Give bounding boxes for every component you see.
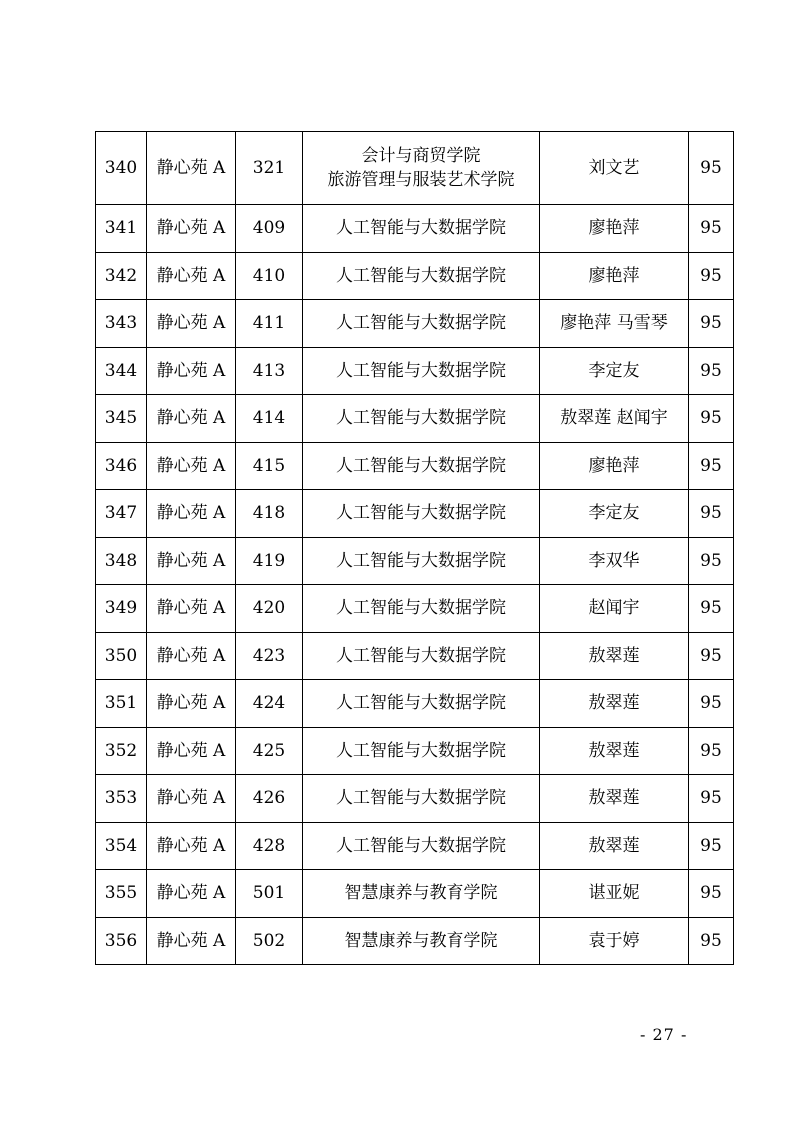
teacher-cell: 敖翠莲 — [540, 727, 689, 775]
score-cell: 95 — [689, 822, 734, 870]
room-cell: 415 — [236, 442, 303, 490]
college-cell — [303, 632, 540, 680]
room-cell: 413 — [236, 347, 303, 395]
teacher-cell: 廖艳萍 — [540, 252, 689, 300]
college-name: 旅游管理与服装艺术学院 — [327, 170, 515, 190]
room-cell: 418 — [236, 490, 303, 538]
building-cell: 静心苑 A — [147, 490, 236, 538]
table-row — [96, 680, 734, 728]
table-row — [96, 300, 734, 348]
teacher-cell: 敖翠莲 赵闻宇 — [540, 395, 689, 443]
college-name: 会计与商贸学院 — [361, 146, 481, 166]
college-name: 人工智能与大数据学院 — [336, 788, 506, 809]
score-cell: 95 — [689, 917, 734, 965]
teacher-cell: 李双华 — [540, 537, 689, 585]
no-cell: 345 — [96, 395, 147, 443]
college-cell — [303, 132, 540, 205]
room-cell: 410 — [236, 252, 303, 300]
room-cell: 419 — [236, 537, 303, 585]
no-cell: 343 — [96, 300, 147, 348]
college-name: 人工智能与大数据学院 — [336, 313, 506, 334]
college-name: 人工智能与大数据学院 — [336, 645, 506, 666]
college-name: 人工智能与大数据学院 — [336, 598, 506, 619]
table-row — [96, 917, 734, 965]
score-cell: 95 — [689, 300, 734, 348]
college-cell — [303, 727, 540, 775]
college-cell — [303, 822, 540, 870]
score-cell: 95 — [689, 727, 734, 775]
teacher-cell: 廖艳萍 马雪琴 — [540, 300, 689, 348]
teacher-cell: 李定友 — [540, 347, 689, 395]
score-cell: 95 — [689, 205, 734, 253]
score-cell: 95 — [689, 347, 734, 395]
college-cell — [303, 585, 540, 633]
building-cell: 静心苑 A — [147, 442, 236, 490]
score-cell: 95 — [689, 775, 734, 823]
page-number: - 27 - — [640, 1025, 688, 1044]
no-cell: 349 — [96, 585, 147, 633]
college-cell — [303, 395, 540, 443]
college-cell — [303, 490, 540, 538]
score-cell: 95 — [689, 870, 734, 918]
building-cell: 静心苑 A — [147, 205, 236, 253]
table-row — [96, 822, 734, 870]
college-cell — [303, 205, 540, 253]
building-cell: 静心苑 A — [147, 585, 236, 633]
no-cell: 342 — [96, 252, 147, 300]
room-cell: 411 — [236, 300, 303, 348]
score-cell: 95 — [689, 585, 734, 633]
no-cell: 346 — [96, 442, 147, 490]
no-cell: 344 — [96, 347, 147, 395]
table-row — [96, 205, 734, 253]
teacher-cell: 敖翠莲 — [540, 632, 689, 680]
college-name: 人工智能与大数据学院 — [336, 408, 506, 429]
building-cell: 静心苑 A — [147, 252, 236, 300]
building-cell: 静心苑 A — [147, 727, 236, 775]
table-row — [96, 490, 734, 538]
room-cell: 423 — [236, 632, 303, 680]
college-name: 人工智能与大数据学院 — [336, 550, 506, 571]
teacher-cell: 敖翠莲 — [540, 775, 689, 823]
teacher-cell: 廖艳萍 — [540, 442, 689, 490]
table-row — [96, 252, 734, 300]
college-cell — [303, 537, 540, 585]
building-cell: 静心苑 A — [147, 632, 236, 680]
college-cell — [303, 870, 540, 918]
building-cell: 静心苑 A — [147, 537, 236, 585]
teacher-cell: 赵闻宇 — [540, 585, 689, 633]
teacher-cell: 袁于婷 — [540, 917, 689, 965]
teacher-cell: 敖翠莲 — [540, 822, 689, 870]
college-cell — [303, 775, 540, 823]
no-cell: 356 — [96, 917, 147, 965]
no-cell: 353 — [96, 775, 147, 823]
room-cell: 425 — [236, 727, 303, 775]
table-row — [96, 632, 734, 680]
no-cell: 340 — [96, 132, 147, 205]
score-cell: 95 — [689, 680, 734, 728]
table-row — [96, 870, 734, 918]
room-cell: 321 — [236, 132, 303, 205]
teacher-cell: 敖翠莲 — [540, 680, 689, 728]
no-cell: 348 — [96, 537, 147, 585]
room-cell: 428 — [236, 822, 303, 870]
college-name: 人工智能与大数据学院 — [336, 835, 506, 856]
score-cell: 95 — [689, 442, 734, 490]
teacher-cell: 廖艳萍 — [540, 205, 689, 253]
college-cell — [303, 442, 540, 490]
no-cell: 350 — [96, 632, 147, 680]
dormitory-score-table — [95, 131, 734, 965]
no-cell: 354 — [96, 822, 147, 870]
table-body — [96, 132, 734, 965]
building-cell: 静心苑 A — [147, 395, 236, 443]
score-cell: 95 — [689, 490, 734, 538]
college-cell — [303, 680, 540, 728]
teacher-cell: 刘文艺 — [540, 132, 689, 205]
no-cell: 355 — [96, 870, 147, 918]
room-cell: 409 — [236, 205, 303, 253]
college-name: 人工智能与大数据学院 — [336, 740, 506, 761]
no-cell: 347 — [96, 490, 147, 538]
college-name: 人工智能与大数据学院 — [336, 503, 506, 524]
building-cell: 静心苑 A — [147, 870, 236, 918]
table-row — [96, 132, 734, 205]
college-name: 人工智能与大数据学院 — [336, 218, 506, 239]
building-cell: 静心苑 A — [147, 347, 236, 395]
college-name: 智慧康养与教育学院 — [344, 883, 498, 904]
room-cell: 426 — [236, 775, 303, 823]
table-row — [96, 537, 734, 585]
college-name: 人工智能与大数据学院 — [336, 693, 506, 714]
score-cell: 95 — [689, 395, 734, 443]
score-cell: 95 — [689, 537, 734, 585]
college-name: 人工智能与大数据学院 — [336, 265, 506, 286]
room-cell: 420 — [236, 585, 303, 633]
table-row — [96, 585, 734, 633]
table-row — [96, 347, 734, 395]
college-name: 人工智能与大数据学院 — [336, 360, 506, 381]
room-cell: 424 — [236, 680, 303, 728]
table-row — [96, 395, 734, 443]
college-name: 智慧康养与教育学院 — [344, 930, 498, 951]
college-name: 人工智能与大数据学院 — [336, 455, 506, 476]
building-cell: 静心苑 A — [147, 917, 236, 965]
no-cell: 352 — [96, 727, 147, 775]
college-cell — [303, 917, 540, 965]
college-cell — [303, 347, 540, 395]
no-cell: 341 — [96, 205, 147, 253]
building-cell: 静心苑 A — [147, 680, 236, 728]
teacher-cell: 李定友 — [540, 490, 689, 538]
table-row — [96, 775, 734, 823]
table-row — [96, 442, 734, 490]
teacher-cell: 谌亚妮 — [540, 870, 689, 918]
building-cell: 静心苑 A — [147, 822, 236, 870]
score-cell: 95 — [689, 632, 734, 680]
score-cell: 95 — [689, 132, 734, 205]
building-cell: 静心苑 A — [147, 775, 236, 823]
building-cell: 静心苑 A — [147, 300, 236, 348]
score-cell: 95 — [689, 252, 734, 300]
table-row — [96, 727, 734, 775]
room-cell: 502 — [236, 917, 303, 965]
room-cell: 501 — [236, 870, 303, 918]
room-cell: 414 — [236, 395, 303, 443]
college-cell — [303, 252, 540, 300]
no-cell: 351 — [96, 680, 147, 728]
college-cell — [303, 300, 540, 348]
building-cell: 静心苑 A — [147, 132, 236, 205]
